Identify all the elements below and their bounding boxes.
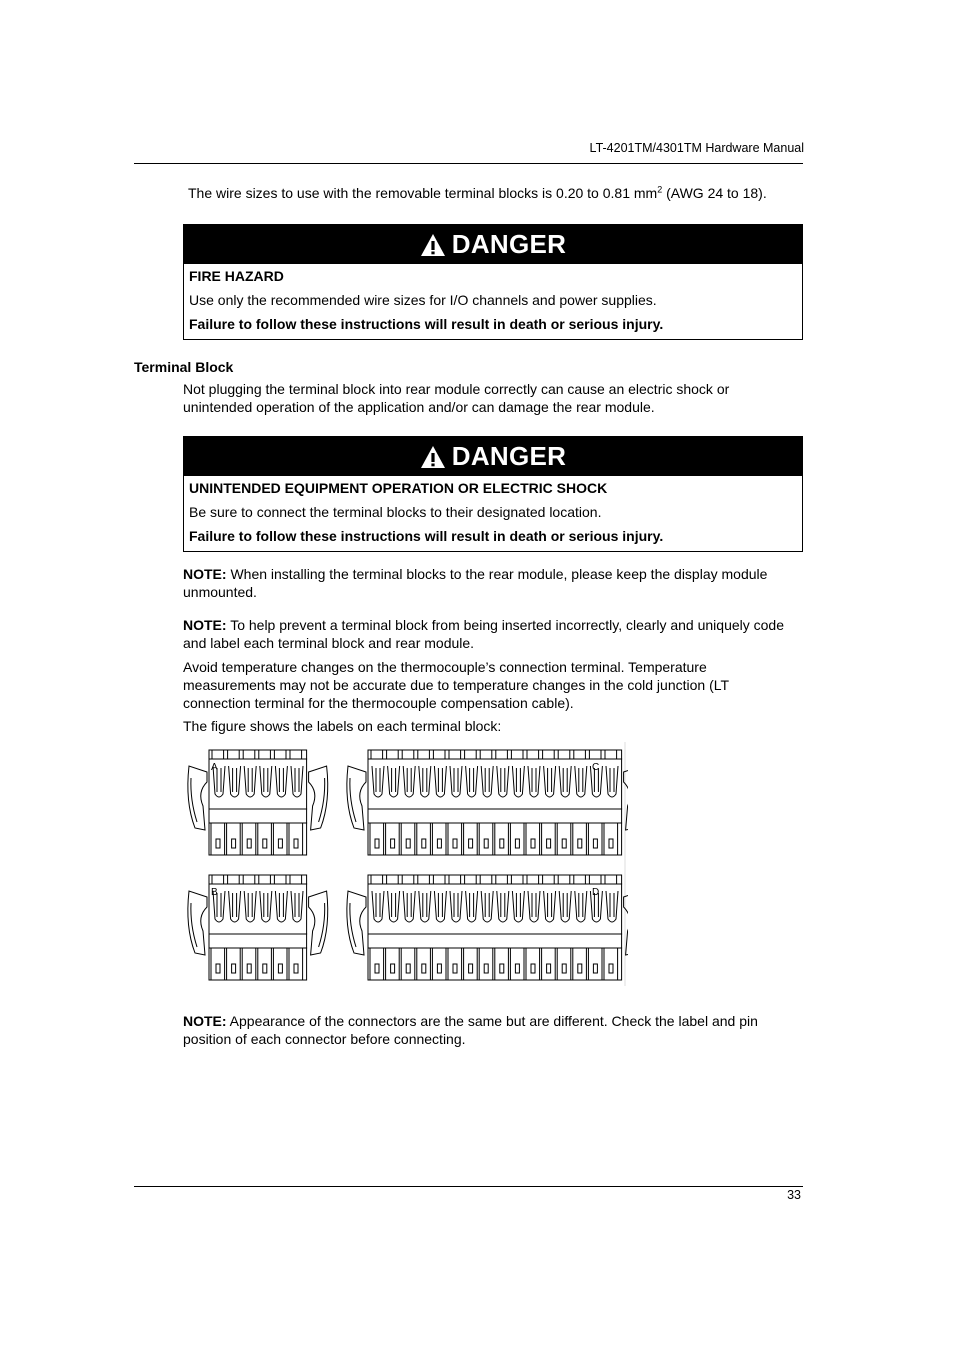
wire-entry-slot <box>559 891 571 922</box>
block-label-c: C <box>592 762 600 773</box>
pin-top-tab <box>465 750 477 759</box>
note-label: NOTE: <box>183 1013 227 1029</box>
block-label-b: B <box>211 887 218 898</box>
pin-top-tab <box>228 875 240 884</box>
pin-top-tab <box>259 750 271 759</box>
pin-hole <box>437 964 441 973</box>
wire-entry-slot <box>544 891 556 922</box>
pin-hole <box>278 839 282 848</box>
pin-top-tab <box>527 750 539 759</box>
pin-hole <box>406 964 410 973</box>
pin-hole <box>609 839 613 848</box>
danger-heading: UNINTENDED EQUIPMENT OPERATION OR ELECTRIC SHOCK <box>189 480 608 496</box>
wire-entry-slot <box>291 891 303 922</box>
pin-top-tab <box>371 875 383 884</box>
danger-warning: Failure to follow these instructions will result in death or serious injury. <box>189 316 664 332</box>
pin-top-tab <box>511 875 523 884</box>
pin-top-tab <box>543 750 555 759</box>
pin-hole <box>422 964 426 973</box>
wire-entry-slot <box>244 891 256 922</box>
pin-hole <box>406 839 410 848</box>
pin-top-tab <box>387 875 399 884</box>
pin-hole <box>263 839 267 848</box>
block-middle-band <box>368 934 622 948</box>
wire-entry-slot <box>528 766 540 797</box>
intro-text: The wire sizes to use with the removable terminal blocks is 0.20 to 0.81 mm <box>188 185 658 201</box>
pin-hole <box>500 964 504 973</box>
danger-body: Be sure to connect the terminal blocks to their designated location. <box>189 504 602 520</box>
note-appearance <box>183 1012 803 1048</box>
pin-top-tab <box>228 750 240 759</box>
pin-hole <box>547 964 551 973</box>
wire-entry-slot <box>260 766 272 797</box>
pin-top-tab <box>496 875 508 884</box>
wire-entry-slot <box>275 891 287 922</box>
pin-top-tab <box>371 750 383 759</box>
wire-entry-slot <box>466 891 478 922</box>
note-text: When installing the terminal blocks to the rear module, please keep the display module unmounted. <box>183 566 768 600</box>
pin-top-tab <box>465 875 477 884</box>
block-middle-band <box>209 809 307 823</box>
wire-entry-slot <box>481 891 493 922</box>
danger-heading: FIRE HAZARD <box>189 268 284 284</box>
pin-top-tab <box>449 875 461 884</box>
pin-top-tab <box>527 875 539 884</box>
note-display-module <box>183 565 803 601</box>
pin-hole <box>469 839 473 848</box>
pin-top-tab <box>558 875 570 884</box>
left-latch-grip <box>191 778 197 822</box>
header-title: LT-4201TM/4301TM Hardware Manual <box>589 141 804 155</box>
left-latch-grip <box>350 903 356 947</box>
pin-hole <box>578 839 582 848</box>
pin-hole <box>375 839 379 848</box>
note-text: To help prevent a terminal block from being inserted incorrectly, clearly and uniquely code and label each terminal block and rear module. <box>183 617 785 651</box>
pin-hole <box>453 964 457 973</box>
pin-top-tab <box>212 875 224 884</box>
wire-entry-slot <box>497 766 509 797</box>
pin-hole <box>609 964 613 973</box>
wire-entry-slot <box>559 766 571 797</box>
pin-hole <box>578 964 582 973</box>
pin-hole <box>531 839 535 848</box>
pin-top-tab <box>418 875 430 884</box>
pin-hole <box>391 839 395 848</box>
page-number: 33 <box>787 1188 801 1202</box>
pin-hole <box>500 839 504 848</box>
wire-entry-slot <box>434 891 446 922</box>
pin-top-tab <box>511 750 523 759</box>
footer-rule <box>134 1186 803 1187</box>
terminal-block-figure <box>183 740 628 988</box>
pin-hole <box>232 839 236 848</box>
wire-entry-slot <box>419 766 431 797</box>
pin-top-tab <box>212 750 224 759</box>
wire-entry-slot <box>388 766 400 797</box>
temperature-paragraph: Avoid temperature changes on the thermocouple’s connection terminal. Temperature measurements may not be accurate due to temperature changes in the cold junction (LT connection terminal for the thermocouple compensation cable). <box>183 659 729 711</box>
danger-body: Use only the recommended wire sizes for I/O channels and power supplies. <box>189 292 657 308</box>
pin-hole <box>294 964 298 973</box>
danger-banner <box>184 437 802 476</box>
pin-hole <box>263 964 267 973</box>
pin-top-tab <box>449 750 461 759</box>
wire-entry-slot <box>403 766 415 797</box>
pin-top-tab <box>543 875 555 884</box>
danger-warning: Failure to follow these instructions will result in death or serious injury. <box>189 528 664 544</box>
wire-entry-slot <box>544 766 556 797</box>
pin-top-tab <box>433 750 445 759</box>
pin-top-tab <box>274 750 286 759</box>
pin-top-tab <box>574 875 586 884</box>
wire-entry-slot <box>419 891 431 922</box>
pin-hole <box>294 839 298 848</box>
pin-hole <box>562 839 566 848</box>
wire-entry-slot <box>291 766 303 797</box>
pin-top-tab <box>605 875 617 884</box>
wire-entry-slot <box>229 891 241 922</box>
pin-top-tab <box>433 875 445 884</box>
intro-text-after: (AWG 24 to 18). <box>662 185 767 201</box>
pin-hole <box>437 839 441 848</box>
pin-hole <box>515 964 519 973</box>
right-latch <box>624 766 628 830</box>
wire-entry-slot <box>275 766 287 797</box>
right-latch-grip <box>319 778 325 822</box>
danger-title: DANGER <box>451 229 567 259</box>
wire-entry-slot <box>528 891 540 922</box>
note-label: NOTE: <box>183 617 227 633</box>
pin-top-tab <box>387 750 399 759</box>
pin-hole <box>216 964 220 973</box>
wire-entry-slot <box>403 891 415 922</box>
pin-top-tab <box>402 875 414 884</box>
wire-entry-slot <box>434 766 446 797</box>
wire-entry-slot <box>450 766 462 797</box>
warning-triangle-icon <box>420 233 446 257</box>
pin-top-tab <box>243 875 255 884</box>
block-upper-body <box>368 759 622 809</box>
pin-hole <box>484 839 488 848</box>
pin-hole <box>375 964 379 973</box>
pin-hole <box>453 839 457 848</box>
pin-hole <box>531 964 535 973</box>
pin-hole <box>247 964 251 973</box>
wire-entry-slot <box>466 766 478 797</box>
note-labeling <box>183 616 803 652</box>
pin-top-tab <box>243 750 255 759</box>
pin-hole <box>484 964 488 973</box>
wire-entry-slot <box>575 891 587 922</box>
pin-hole <box>216 839 220 848</box>
pin-top-tab <box>418 750 430 759</box>
block-top-header <box>368 875 622 884</box>
left-latch-grip <box>191 903 197 947</box>
left-latch <box>347 891 366 955</box>
pin-top-tab <box>574 750 586 759</box>
pin-top-tab <box>259 875 271 884</box>
left-latch <box>347 766 366 830</box>
wire-entry-slot <box>450 891 462 922</box>
pin-hole <box>247 839 251 848</box>
right-latch <box>309 766 328 830</box>
warning-triangle-icon <box>420 445 446 469</box>
figure-caption: The figure shows the labels on each terminal block: <box>183 718 502 734</box>
pin-top-tab <box>496 750 508 759</box>
wire-entry-slot <box>606 766 618 797</box>
wire-entry-slot <box>512 891 524 922</box>
note-text: Appearance of the connectors are the same but are different. Check the label and pin position of each connector before connecting. <box>183 1013 758 1047</box>
pin-top-tab <box>589 750 601 759</box>
pin-hole <box>515 839 519 848</box>
danger-title: DANGER <box>451 441 567 471</box>
pin-top-tab <box>589 875 601 884</box>
pin-hole <box>547 839 551 848</box>
intro-superscript: 2 <box>657 184 663 195</box>
pin-top-tab <box>290 875 302 884</box>
wire-entry-slot <box>244 766 256 797</box>
pin-top-tab <box>402 750 414 759</box>
terminal-block-a <box>188 750 328 855</box>
pin-top-tab <box>290 750 302 759</box>
left-latch <box>188 766 207 830</box>
danger-banner <box>184 225 802 264</box>
pin-hole <box>469 964 473 973</box>
danger-box-fire <box>183 224 803 340</box>
intro-paragraph <box>188 184 767 202</box>
pin-top-tab <box>480 750 492 759</box>
terminal-block-d <box>347 875 628 980</box>
pin-hole <box>593 964 597 973</box>
danger-box-shock <box>183 436 803 552</box>
pin-top-tab <box>605 750 617 759</box>
pin-hole <box>593 839 597 848</box>
block-label-d: D <box>592 887 600 898</box>
terminal-block-c <box>347 750 628 855</box>
wire-entry-slot <box>372 766 384 797</box>
block-label-a: A <box>211 762 218 773</box>
header-rule <box>134 163 803 164</box>
wire-entry-slot <box>481 766 493 797</box>
section-paragraph: Not plugging the terminal block into rear module correctly can cause an electric shock or unintended operation of the application and/or can damage the rear module. <box>183 381 730 415</box>
wire-entry-slot <box>260 891 272 922</box>
pin-top-tab <box>480 875 492 884</box>
left-latch-grip <box>350 778 356 822</box>
pin-hole <box>232 964 236 973</box>
terminal-block-b <box>188 875 328 980</box>
pin-top-tab <box>274 875 286 884</box>
block-middle-band <box>209 934 307 948</box>
section-heading: Terminal Block <box>134 359 234 375</box>
pin-hole <box>391 964 395 973</box>
block-middle-band <box>368 809 622 823</box>
wire-entry-slot <box>372 891 384 922</box>
right-latch <box>309 891 328 955</box>
right-latch <box>624 891 628 955</box>
wire-entry-slot <box>388 891 400 922</box>
note-label: NOTE: <box>183 566 227 582</box>
pin-hole <box>422 839 426 848</box>
block-top-header <box>368 750 622 759</box>
block-upper-body <box>368 884 622 934</box>
pin-hole <box>278 964 282 973</box>
wire-entry-slot <box>229 766 241 797</box>
left-latch <box>188 891 207 955</box>
wire-entry-slot <box>497 891 509 922</box>
wire-entry-slot <box>512 766 524 797</box>
wire-entry-slot <box>606 891 618 922</box>
pin-hole <box>562 964 566 973</box>
wire-entry-slot <box>575 766 587 797</box>
right-latch-grip <box>319 903 325 947</box>
pin-top-tab <box>558 750 570 759</box>
